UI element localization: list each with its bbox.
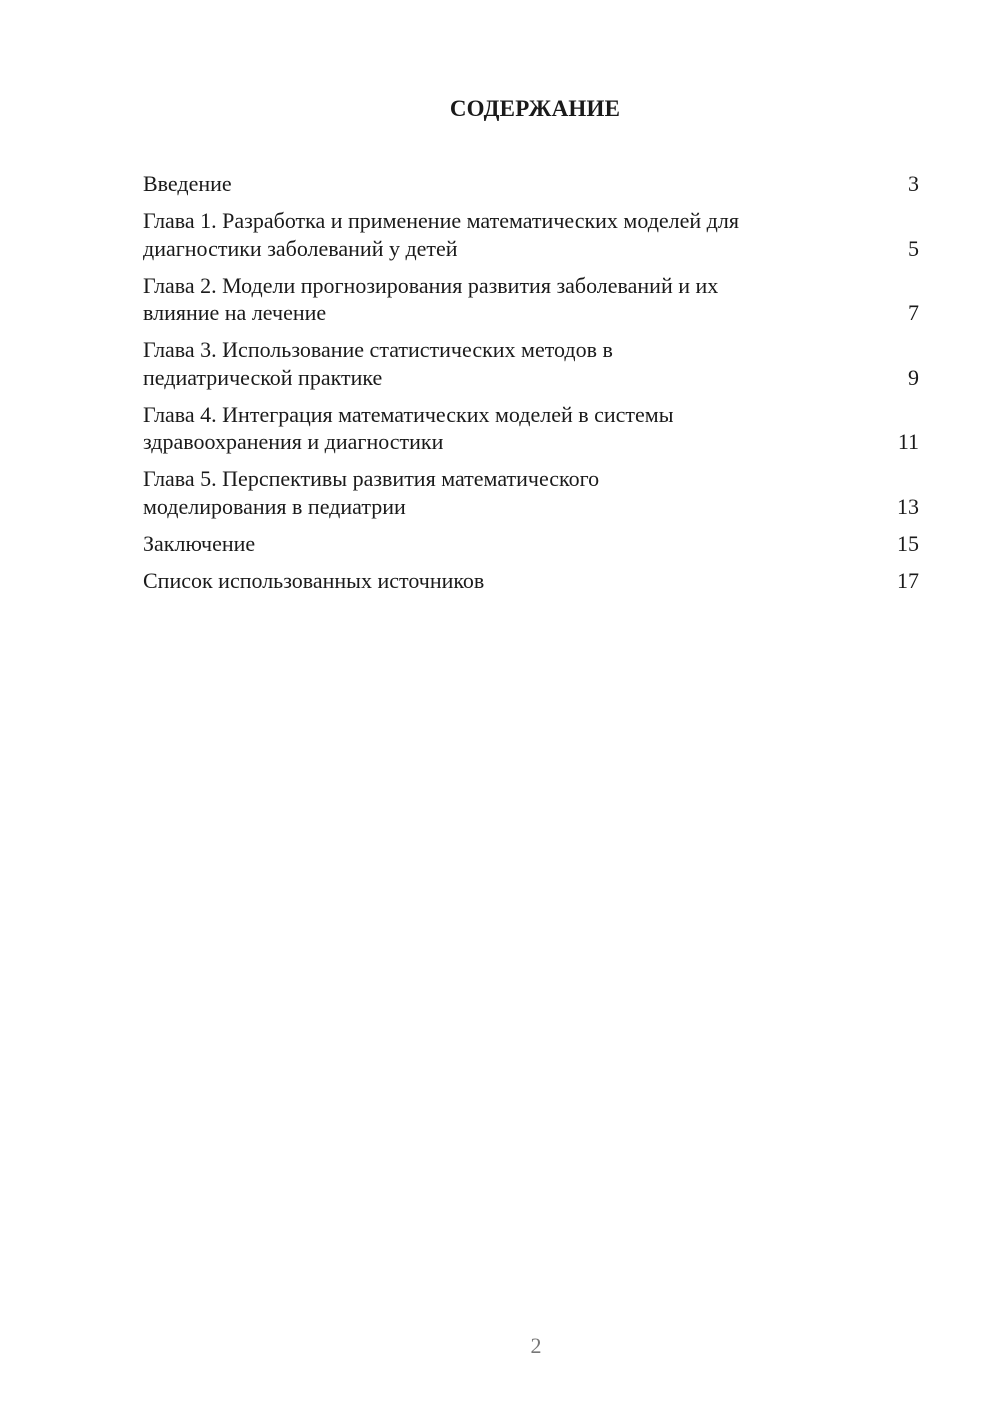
- toc-entry-title: Введение: [143, 171, 232, 196]
- toc-entry-title: Глава 5. Перспективы развития математического моделирования в педиатрии: [143, 466, 600, 519]
- toc-list: [143, 170, 919, 604]
- toc-entry-title: Заключение: [143, 530, 256, 556]
- toc-entry-page-number: 5: [908, 235, 919, 261]
- toc-entry-page-number: 17: [897, 567, 919, 593]
- toc-entry-chapter-4: [143, 401, 919, 456]
- toc-entry-title: Список использованных источников: [143, 567, 485, 593]
- toc-entry-chapter-5: [143, 465, 919, 520]
- toc-entry-title: Глава 1. Разработка и применение математических моделей для диагностики заболеваний у детей: [143, 208, 739, 261]
- toc-heading: СОДЕРЖАНИЕ: [449, 96, 621, 121]
- toc-entry-page-number: 13: [897, 493, 919, 519]
- toc-entry-page-number: 7: [908, 300, 919, 325]
- toc-entry-conclusion: [143, 530, 919, 558]
- toc-entry-title: Глава 4. Интеграция математических моделей в системы здравоохранения и диагностики: [143, 401, 674, 454]
- toc-entry-references: [143, 567, 919, 595]
- toc-entry-chapter-3: [143, 336, 919, 391]
- toc-entry-page-number: 11: [897, 429, 919, 454]
- page-number: 2: [530, 1333, 542, 1358]
- toc-entry-chapter-2: [143, 272, 919, 327]
- toc-entry-page-number: 15: [897, 530, 919, 556]
- toc-entry-chapter-1: [143, 207, 919, 262]
- toc-entry-page-number: 9: [908, 364, 919, 390]
- toc-entry-page-number: 3: [908, 171, 919, 196]
- toc-entry-introduction: [143, 170, 919, 198]
- toc-entry-title: Глава 2. Модели прогнозирования развития заболеваний и их влияние на лечение: [143, 272, 719, 325]
- toc-entry-title: Глава 3. Использование статистических методов в педиатрической практике: [143, 337, 613, 390]
